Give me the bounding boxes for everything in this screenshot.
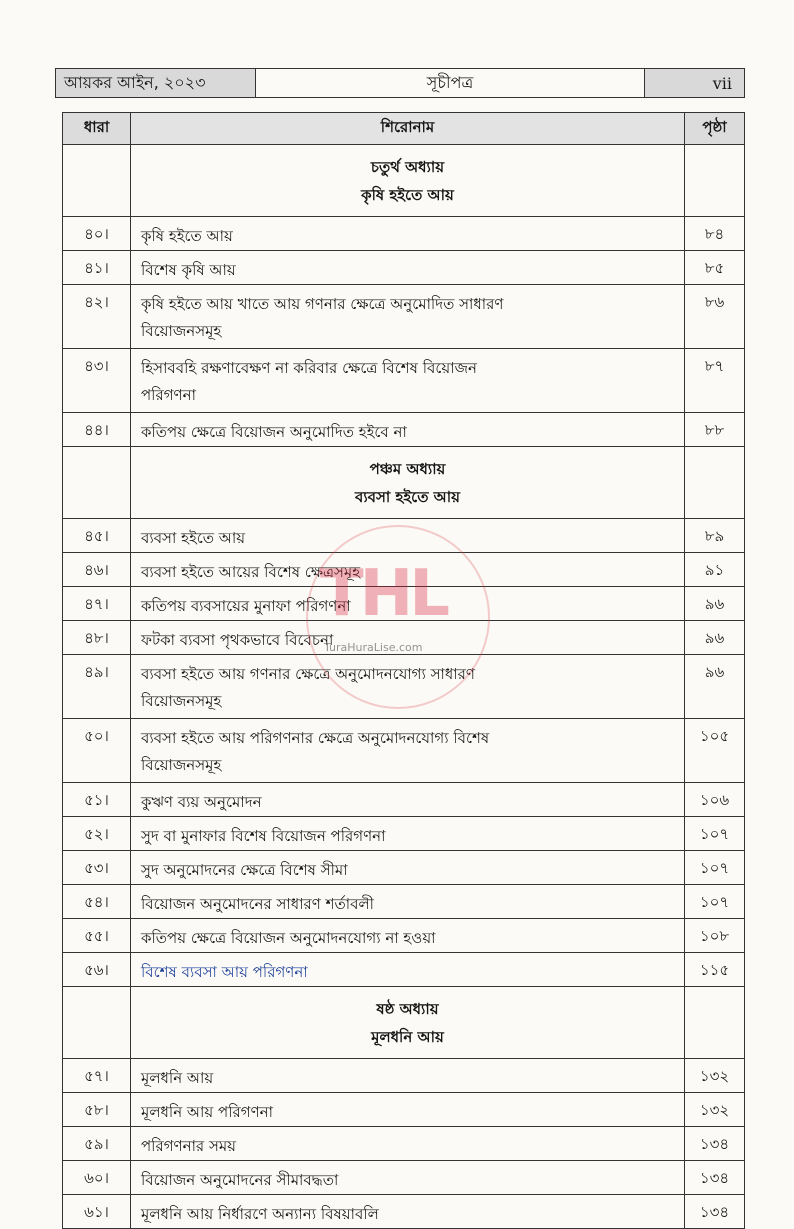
table-row[interactable] — [63, 817, 745, 851]
section-number: ৪৫। — [63, 519, 131, 553]
section-page: ৮৮ — [685, 413, 745, 447]
section-page: ১৩২ — [685, 1059, 745, 1093]
section-title: কৃষি হইতে আয় খাতে আয় গণনার ক্ষেত্রে অনুমোদিত সাধারণ বিয়োজনসমূহ — [131, 285, 685, 349]
section-page: ১০৭ — [685, 817, 745, 851]
section-page: ১১৫ — [685, 953, 745, 987]
section-number: ৫৬। — [63, 953, 131, 987]
section-page: ১৩৪ — [685, 1127, 745, 1161]
section-title: ব্যবসা হইতে আয় — [131, 519, 685, 553]
section-page: ৮৫ — [685, 251, 745, 285]
section-page: ৯৬ — [685, 587, 745, 621]
section-title: সুদ অনুমোদনের ক্ষেত্রে বিশেষ সীমা — [131, 851, 685, 885]
section-title: কৃষি হইতে আয় — [131, 217, 685, 251]
section-page: ৮৭ — [685, 349, 745, 413]
table-row[interactable] — [63, 413, 745, 447]
section-page: ১৩৪ — [685, 1161, 745, 1195]
chapter-heading — [131, 145, 685, 217]
chapter-title: ষষ্ঠ অধ্যায় — [376, 999, 439, 1018]
section-title: কুঋণ ব্যয় অনুমোদন — [131, 783, 685, 817]
section-title: ব্যবসা হইতে আয় পরিগণনার ক্ষেত্রে অনুমোদনযোগ্য বিশেষ বিয়োজনসমূহ — [131, 719, 685, 783]
section-page: ১০৮ — [685, 919, 745, 953]
chapter-subtitle: ব্যবসা হইতে আয় — [354, 487, 461, 506]
column-header-page: পৃষ্ঠা — [685, 113, 745, 145]
section-page: ১০৭ — [685, 885, 745, 919]
page-header — [55, 68, 745, 98]
section-title: পরিগণনার সময় — [131, 1127, 685, 1161]
chapter-heading — [131, 987, 685, 1059]
table-row[interactable] — [63, 655, 745, 719]
section-page: ৯৬ — [685, 621, 745, 655]
section-number: ৫১। — [63, 783, 131, 817]
section-number: ৫৮। — [63, 1093, 131, 1127]
section-title: কতিপয় ব্যবসায়ের মুনাফা পরিগণনা — [131, 587, 685, 621]
section-title: মূলধনি আয় — [131, 1059, 685, 1093]
page-number: vii — [644, 69, 744, 97]
section-page: ৮৯ — [685, 519, 745, 553]
table-row[interactable] — [63, 1059, 745, 1093]
section-title: কতিপয় ক্ষেত্রে বিয়োজন অনুমোদিত হইবে না — [131, 413, 685, 447]
table-row[interactable] — [63, 919, 745, 953]
section-number: ৬১। — [63, 1195, 131, 1229]
table-row[interactable] — [63, 1093, 745, 1127]
table-row[interactable] — [63, 719, 745, 783]
section-page: ৮৬ — [685, 285, 745, 349]
chapter-subtitle: কৃষি হইতে আয় — [361, 185, 454, 204]
section-title: ব্যবসা হইতে আয়ের বিশেষ ক্ষেত্রসমূহ — [131, 553, 685, 587]
chapter-heading — [131, 447, 685, 519]
section-number: ৫৫। — [63, 919, 131, 953]
section-title: মূলধনি আয় পরিগণনা — [131, 1093, 685, 1127]
table-row[interactable] — [63, 519, 745, 553]
section-number: ৫০। — [63, 719, 131, 783]
section-number: ৪৬। — [63, 553, 131, 587]
book-title: আয়কর আইন, ২০২৩ — [56, 69, 256, 97]
table-row[interactable] — [63, 885, 745, 919]
section-page: ৮৪ — [685, 217, 745, 251]
section-page: ৯৬ — [685, 655, 745, 719]
table-row[interactable] — [63, 285, 745, 349]
section-number: ৪৯। — [63, 655, 131, 719]
table-row[interactable] — [63, 851, 745, 885]
chapter-title: চতুর্থ অধ্যায় — [370, 157, 445, 176]
table-row[interactable] — [63, 783, 745, 817]
table-row[interactable] — [63, 251, 745, 285]
section-page: ১৩২ — [685, 1093, 745, 1127]
section-number: ৪০। — [63, 217, 131, 251]
section-number: ৫৯। — [63, 1127, 131, 1161]
chapter-subtitle: মূলধনি আয় — [371, 1027, 444, 1046]
column-header-title: শিরোনাম — [131, 113, 685, 145]
section-title: ফটকা ব্যবসা পৃথকভাবে বিবেচনা — [131, 621, 685, 655]
table-row[interactable] — [63, 587, 745, 621]
chapter-title: পঞ্চম অধ্যায় — [369, 459, 446, 478]
section-number: ৫৭। — [63, 1059, 131, 1093]
contents-table — [62, 112, 745, 1229]
section-title: বিয়োজন অনুমোদনের সাধারণ শর্তাবলী — [131, 885, 685, 919]
section-page: ৯১ — [685, 553, 745, 587]
table-row[interactable] — [63, 1127, 745, 1161]
section-page: ১০৫ — [685, 719, 745, 783]
section-number: ৪৭। — [63, 587, 131, 621]
section-title: সুদ বা মুনাফার বিশেষ বিয়োজন পরিগণনা — [131, 817, 685, 851]
table-row[interactable] — [63, 217, 745, 251]
section-page: ১০৭ — [685, 851, 745, 885]
table-row[interactable] — [63, 621, 745, 655]
section-title: বিয়োজন অনুমোদনের সীমাবদ্ধতা — [131, 1161, 685, 1195]
column-header-section: ধারা — [63, 113, 131, 145]
section-number: ৪১। — [63, 251, 131, 285]
table-row[interactable] — [63, 953, 745, 987]
section-number: ৪৩। — [63, 349, 131, 413]
section-number: ৪২। — [63, 285, 131, 349]
section-page: ১৩৪ — [685, 1195, 745, 1229]
section-title: বিশেষ কৃষি আয় — [131, 251, 685, 285]
table-header-row — [63, 113, 745, 145]
watermark-site: TuraHuraLise.com — [324, 641, 423, 654]
section-number: ৫৪। — [63, 885, 131, 919]
section-number: ৪৪। — [63, 413, 131, 447]
table-row[interactable] — [63, 349, 745, 413]
section-title: হিসাববহি রক্ষণাবেক্ষণ না করিবার ক্ষেত্রে বিশেষ বিয়োজন পরিগণনা — [131, 349, 685, 413]
section-title: সূচীপত্র — [256, 69, 644, 97]
section-number: ৫৩। — [63, 851, 131, 885]
chapter-row — [63, 447, 745, 519]
watermark-text: THL — [320, 557, 446, 631]
section-title: কতিপয় ক্ষেত্রে বিয়োজন অনুমোদনযোগ্য না হওয়া — [131, 919, 685, 953]
section-number: ৫২। — [63, 817, 131, 851]
chapter-row — [63, 987, 745, 1059]
table-row[interactable] — [63, 1161, 745, 1195]
section-title: ব্যবসা হইতে আয় গণনার ক্ষেত্রে অনুমোদনযোগ্য সাধারণ বিয়োজনসমূহ — [131, 655, 685, 719]
section-number: ৪৮। — [63, 621, 131, 655]
section-title-link[interactable]: বিশেষ ব্যবসা আয় পরিগণনা — [131, 953, 685, 987]
table-row[interactable] — [63, 553, 745, 587]
chapter-row — [63, 145, 745, 217]
section-page: ১০৬ — [685, 783, 745, 817]
section-title: মূলধনি আয় নির্ধারণে অন্যান্য বিষয়াবলি — [131, 1195, 685, 1229]
section-number: ৬০। — [63, 1161, 131, 1195]
